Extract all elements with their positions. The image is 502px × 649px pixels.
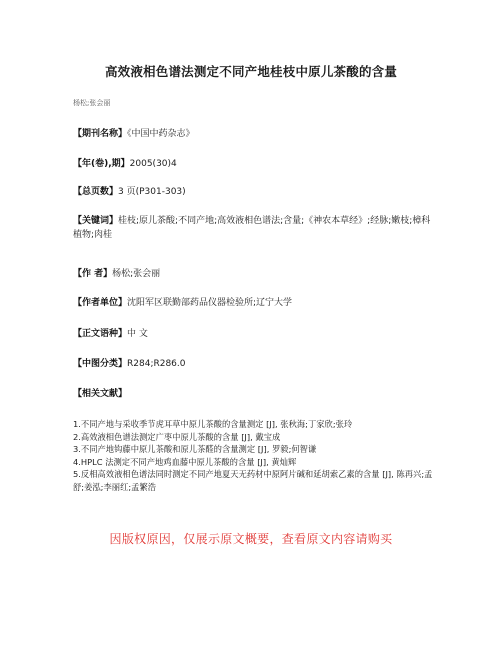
authors-line: 杨松;张会丽 bbox=[73, 99, 111, 107]
author-field bbox=[73, 267, 435, 281]
year-issue-value: 2005(30)4 bbox=[129, 159, 177, 169]
language-label: 【正文语种】 bbox=[73, 329, 128, 339]
pages-label: 【总页数】 bbox=[73, 187, 119, 197]
keywords-label: 【关键词】 bbox=[73, 216, 119, 226]
paper-title: 高效液相色谱法测定不同产地桂枝中原儿茶酸的含量 bbox=[104, 64, 398, 79]
reference-list bbox=[73, 418, 443, 494]
classification-field bbox=[73, 357, 435, 371]
keywords-field bbox=[73, 214, 435, 242]
pages-field bbox=[73, 185, 435, 199]
reference-item-1[interactable]: 1.不同产地与采收季节虎耳草中原儿茶酸的含量测定 [J], 张秋海;丁家欣;张玲 bbox=[73, 419, 353, 429]
author-value: 杨松;张会丽 bbox=[112, 269, 161, 279]
affiliation-value: 沈阳军区联勤部药品仪器检验所;辽宁大学 bbox=[127, 298, 293, 308]
classification-value: R284;R286.0 bbox=[127, 359, 186, 369]
language-value: 中 文 bbox=[127, 329, 148, 339]
reference-item-2[interactable]: 2.高效液相色谱法测定广枣中原儿茶酸的含量 [J], 戴宝成 bbox=[73, 431, 281, 442]
copyright-notice: 因版权原因，仅展示原文概要，查看原文内容请购买 bbox=[109, 532, 393, 546]
reference-item-5[interactable]: 5.反相高效液相色谱法同时测定不同产地夏天无药材中原阿片碱和延胡索乙素的含量 [J], 陈再兴;孟舒;姜泓;李丽红;孟繁浩 bbox=[73, 469, 433, 492]
keywords-value: 桂枝;原儿茶酸;不同产地;高效液相色谱法;含量;《神农本草经》;经脉;嫩枝;樟科植物;肉桂 bbox=[73, 216, 431, 240]
journal-field bbox=[73, 127, 435, 141]
journal-label: 【期刊名称】 bbox=[73, 129, 128, 139]
language-field bbox=[73, 327, 435, 341]
reference-item-4[interactable]: 4.HPLC 法测定不同产地鸡血藤中原儿茶酸的含量 [J], 黄灿辉 bbox=[73, 456, 297, 467]
journal-value: 《中国中药杂志》 bbox=[127, 129, 195, 139]
pages-value: 3 页(P301-303) bbox=[118, 187, 186, 197]
related-literature-title: 【相关文献】 bbox=[73, 389, 128, 399]
year-issue-field bbox=[73, 157, 435, 171]
affiliation-label: 【作者单位】 bbox=[73, 298, 128, 308]
reference-item-3[interactable]: 3.不同产地钩藤中原儿茶酸和原儿茶醛的含量测定 [J], 罗毅;何智谦 bbox=[73, 444, 317, 455]
affiliation-field bbox=[73, 296, 435, 310]
classification-label: 【中图分类】 bbox=[73, 359, 128, 369]
year-issue-label: 【年(卷),期】 bbox=[73, 159, 130, 169]
author-label: 【作 者】 bbox=[73, 269, 113, 279]
